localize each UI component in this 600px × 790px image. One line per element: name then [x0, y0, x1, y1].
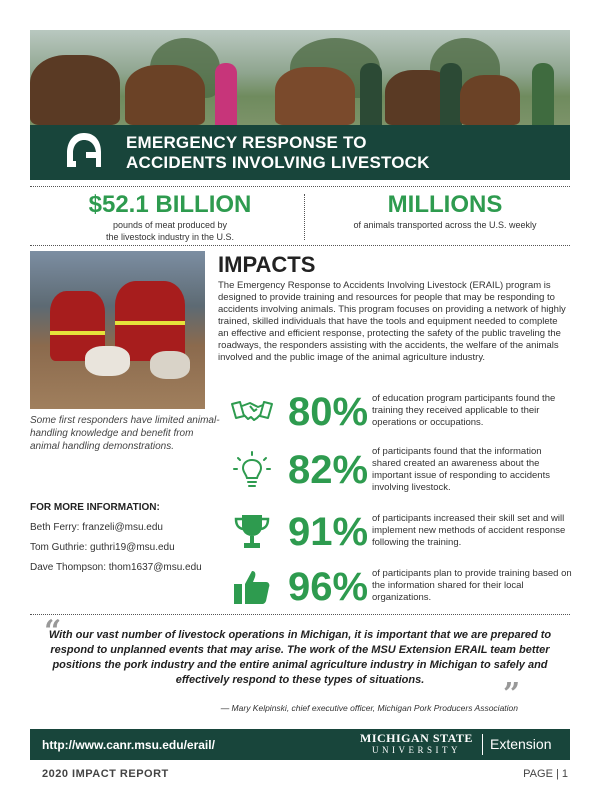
contact-email-link[interactable]: franzeli@msu.edu: [82, 522, 163, 533]
stat-desc: the livestock industry in the U.S.: [105, 232, 235, 242]
title-banner: [30, 125, 570, 180]
impacts-heading: IMPACTS: [218, 252, 316, 277]
contact-beth-ferry: [30, 522, 163, 533]
thumbs-up-icon: [232, 567, 272, 607]
impact-percent: 91%: [288, 510, 369, 554]
photo-caption: Some first responders have limited animal-handling knowledge and benefit from animal handling demonstrations.: [30, 415, 220, 452]
page-number: PAGE | 1: [523, 768, 568, 780]
testimonial-quote: With our vast number of livestock operations in Michigan, it is important that we are prepared to respond to unplanned events that may arise. The work of the MSU Extension ERAIL team better positions the pork industry and the entire animal agriculture industry in Michigan to safely and effectively respond to these types of situations.: [48, 629, 552, 686]
page-title: [126, 133, 430, 173]
contact-email-link[interactable]: thom1637@msu.edu: [108, 562, 202, 573]
quote-attribution: — Mary Kelpinski, chief executive officer, Michigan Pork Producers Association: [220, 703, 518, 713]
close-quote-icon: ”: [503, 677, 521, 712]
impact-description: of participants found that the information shared created an awareness about the important issue of responding to accidents involving livestock.: [372, 446, 550, 493]
impact-description: of participants plan to provide training based on the information shared for their local organizations.: [372, 568, 572, 603]
handshake-icon: [230, 392, 274, 432]
open-quote-icon: “: [44, 614, 62, 649]
impact-percent: 80%: [288, 390, 369, 434]
stat-meat-production: [55, 191, 285, 243]
contact-name: Dave Thompson:: [30, 562, 106, 573]
impacts-body: The Emergency Response to Accidents Involving Livestock (ERAIL) program is designed to provide training and resources for people that may be responding to accidents involving animals. This program focuses on providing a network of highly trained, skilled individuals that have the tools and equipment needed to complete an effective and efficient response, protecting the safety of the public traveling the roadways, the responders assisting with the accidents, the welfare of the animals involved and the public image of the animal agriculture industry.: [218, 280, 566, 363]
stat-animals-transported: [325, 191, 565, 231]
title-line-1: EMERGENCY RESPONSE TO: [126, 133, 367, 152]
contact-dave-thompson: [30, 562, 202, 573]
divider: [30, 614, 570, 615]
footer-banner: [30, 729, 570, 760]
divider: [30, 186, 570, 187]
stat-value: $52.1 BILLION: [88, 191, 252, 218]
title-line-2: ACCIDENTS INVOLVING LIVESTOCK: [126, 153, 430, 172]
msu-line-2: UNIVERSITY: [371, 745, 461, 755]
stat-value: MILLIONS: [387, 191, 503, 218]
impact-description: of participants increased their skill set and will implement new methods of accident response following the training.: [372, 513, 566, 548]
stat-desc: pounds of meat produced by: [112, 220, 228, 230]
msu-line-1: MICHIGAN STATE: [360, 731, 473, 745]
impact-description: of education program participants found the training they received applicable to their operations or occupations.: [372, 393, 556, 428]
msu-wordmark: [360, 732, 473, 756]
spartan-helmet-icon: [64, 131, 104, 175]
stat-desc: of animals transported across the U.S. weekly: [353, 220, 537, 230]
stat-divider: [304, 194, 305, 240]
impact-percent: 96%: [288, 565, 369, 609]
report-label: 2020 IMPACT REPORT: [42, 768, 169, 780]
contact-name: Tom Guthrie:: [30, 542, 88, 553]
contact-name: Beth Ferry:: [30, 522, 80, 533]
footer-divider: [482, 734, 483, 755]
hero-photo: [30, 30, 570, 125]
extension-wordmark: Extension: [490, 736, 552, 752]
divider: [30, 245, 570, 246]
more-info-heading: FOR MORE INFORMATION:: [30, 502, 160, 513]
program-url-link[interactable]: http://www.canr.msu.edu/erail/: [42, 738, 215, 752]
contact-email-link[interactable]: guthri19@msu.edu: [90, 542, 175, 553]
trophy-icon: [232, 512, 272, 552]
contact-tom-guthrie: [30, 542, 175, 553]
impact-percent: 82%: [288, 448, 369, 492]
lightbulb-icon: [232, 450, 272, 490]
first-responders-photo: [30, 251, 205, 409]
